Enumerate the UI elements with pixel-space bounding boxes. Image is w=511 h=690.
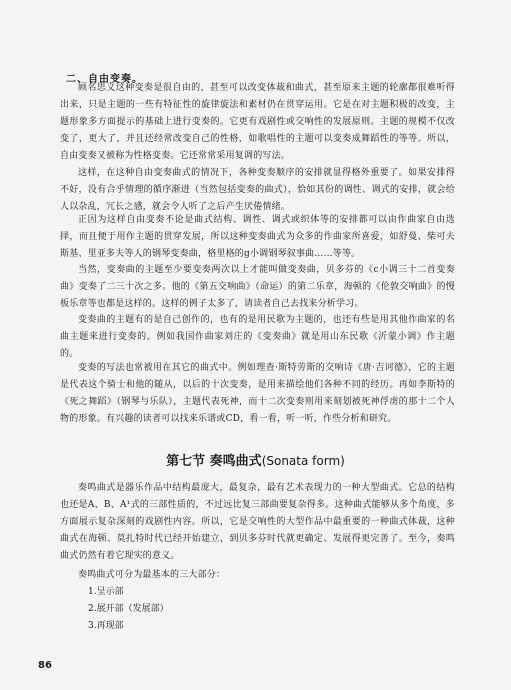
- paragraph-2: 这样，在这种自由变奏曲式的情况下，各种变奏顺序的安排就显得格外重要了。如果安排得不好，没有合乎情理的循序渐进（当然包括变奏的曲式），恰如其份的调性、调式的安排，就会给人以杂乱，冗长之感，就会令人听了之后产生厌倦情绪。: [60, 168, 455, 212]
- chapter-title: [0, 450, 511, 469]
- paragraph-6: 变奏的写法也常被用在其它的曲式中。例如理查·斯特劳斯的交响诗《唐·吉诃德》，它的主题是代表这个骑士和他的随从，以后的十次变奏，是用来描绘他们各种不同的经历。再如李斯特的《死之舞蹈》（钢琴与乐队），主题代表死神，而十二次变奏则用来刻划被死神俘虏的那十二个人物的形象。有兴趣的读者可以找来乐谱或CD，看一看，听一听，作些分析和研究。: [60, 363, 455, 424]
- section-heading: 二、自由变奏。: [66, 74, 143, 85]
- page-number: 86: [38, 660, 52, 671]
- list-item-recapitulation: 3.再现部: [88, 621, 124, 631]
- chapter-paragraph-1: 奏鸣曲式是器乐作品中结构最庞大，最复杂，最有艺术表现力的一种大型曲式。它总的结构也还是A、B、A¹式的三部性质的，不过远比复三部曲要复杂得多。这种曲式能够从多个角度，多方面展示复杂深刻的戏剧性内容。所以，它是交响性的大型作品中最重要的一种曲式体裁，这种曲式在海顿、莫扎特时代已经开始建立，到贝多芬时代就更确定、发展得更完善了。至今，奏鸣曲式仍然有着它现实的意义。: [60, 483, 455, 561]
- paragraph-4: 当然，变奏曲的主题至少要变奏两次以上才能叫做变奏曲，贝多芬的《c小调三十二首变奏曲》变奏了二三十次之多。他的《第五交响曲》（命运）的第二乐章，海顿的《伦敦交响曲》的慢板乐章等也都是这样的。这样的例子太多了，请读者自己去找来分析学习。: [60, 265, 455, 309]
- paragraph-3: 正因为这样自由变奏不论是曲式结构、调性、调式或织体等的安排都可以由作曲家自由选择，而且便于用作主题的贯穿发展，所以这种变奏曲式为众多的作曲家所喜爱，如舒曼、柴可夫斯基、里亚多夫等人的钢琴变奏曲，格里格的g小调钢琴叙事曲……等等。: [60, 215, 455, 259]
- chapter-title-en: (Sonata form): [261, 454, 345, 468]
- chapter-paragraph-2: 奏鸣曲式可分为最基本的三大部分：: [78, 570, 226, 580]
- list-item-development: 2.展开部（发展部）: [88, 604, 169, 614]
- paragraph-1: 顾名思义这种变奏是很自由的，甚至可以改变体裁和曲式，甚至原来主题的轮廓都很难听得出来，只是主题的一些有特征性的旋律旋法和素材仍在贯穿运用。它是在对主题积极的改变，主题形象多方面提示的基础上进行变奏的。它更有戏剧性或交响性的发展原则。主题的规模不仅改变了，更大了，并且还经常改变自己的性格，如歌唱性的主题可以变奏成舞蹈性的等等。所以，自由变奏又被称为性格变奏。它还常常采用复调的写法。: [60, 83, 455, 161]
- list-item-exposition: 1.呈示部: [88, 587, 124, 597]
- paragraph-5: 变奏曲的主题有的是自己创作的，也有的是用民歌为主题的，也还有些是用其他作曲家的名曲主题来进行变奏的。例如我国作曲家刘庄的《变奏曲》就是用山东民歌《沂蒙小调》作主题的。: [60, 315, 455, 359]
- chapter-title-cn: 第七节 奏鸣曲式: [166, 454, 262, 469]
